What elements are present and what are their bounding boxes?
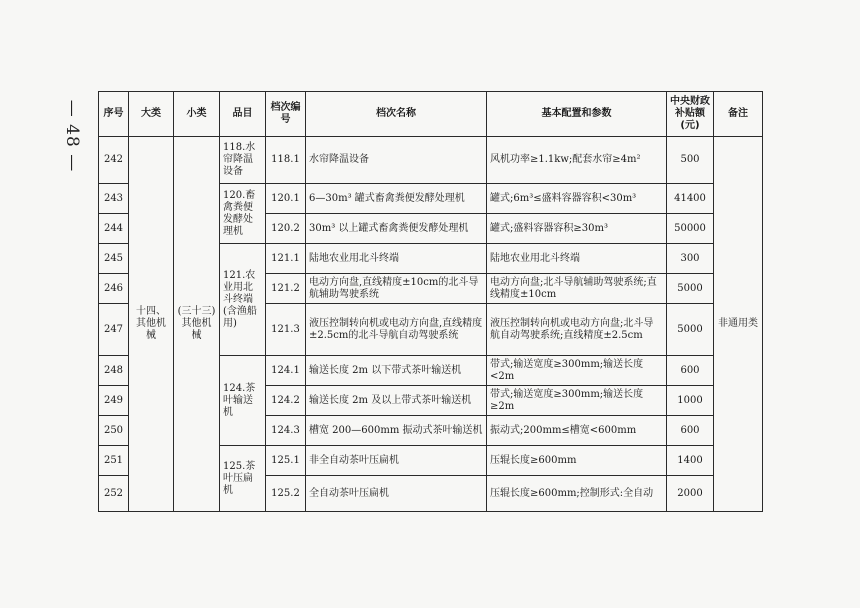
cell-subsidy: 600 <box>667 416 714 446</box>
cell-code: 120.2 <box>266 214 306 244</box>
cell-code: 121.1 <box>266 244 306 274</box>
cell-subsidy: 1000 <box>667 386 714 416</box>
header-remark: 备注 <box>714 92 763 137</box>
cell-config: 带式;输送宽度≥300mm;输送长度<2m <box>487 356 667 386</box>
cell-seq: 242 <box>99 137 129 184</box>
cell-seq: 249 <box>99 386 129 416</box>
cell-item: 120.畜禽粪便发酵处理机 <box>220 184 266 244</box>
cell-subsidy: 2000 <box>667 476 714 512</box>
cell-config: 压辊长度≥600mm <box>487 446 667 476</box>
cell-subsidy: 600 <box>667 356 714 386</box>
cell-name: 电动方向盘,直线精度±10cm的北斗导航辅助驾驶系统 <box>306 274 487 304</box>
cell-item: 125.茶叶压扁机 <box>220 446 266 512</box>
cell-subsidy: 300 <box>667 244 714 274</box>
cell-item: 118.水帘降温设备 <box>220 137 266 184</box>
header-item: 品目 <box>220 92 266 137</box>
header-subsidy: 中央财政补贴额(元) <box>667 92 714 137</box>
cell-code: 124.3 <box>266 416 306 446</box>
cell-code: 124.2 <box>266 386 306 416</box>
cell-name: 6—30m³ 罐式畜禽粪便发酵处理机 <box>306 184 487 214</box>
header-grade-name: 档次名称 <box>306 92 487 137</box>
cell-name: 非全自动茶叶压扁机 <box>306 446 487 476</box>
cell-item: 121.农业用北斗终端(含渔船用) <box>220 244 266 356</box>
cell-seq: 246 <box>99 274 129 304</box>
cell-config: 罐式;6m³≤盛料容器容积<30m³ <box>487 184 667 214</box>
cell-code: 124.1 <box>266 356 306 386</box>
cell-seq: 248 <box>99 356 129 386</box>
cell-remark: 非通用类 <box>714 137 763 512</box>
cell-code: 121.3 <box>266 304 306 356</box>
header-seq: 序号 <box>99 92 129 137</box>
cell-subsidy: 500 <box>667 137 714 184</box>
cell-config: 带式;输送宽度≥300mm;输送长度≥2m <box>487 386 667 416</box>
cell-item: 124.茶叶输送机 <box>220 356 266 446</box>
cell-config: 罐式;盛料容器容积≥30m³ <box>487 214 667 244</box>
cell-name: 输送长度 2m 以下带式茶叶输送机 <box>306 356 487 386</box>
cell-subsidy: 41400 <box>667 184 714 214</box>
cell-seq: 250 <box>99 416 129 446</box>
cell-subsidy: 1400 <box>667 446 714 476</box>
cell-subsidy: 5000 <box>667 274 714 304</box>
cell-seq: 243 <box>99 184 129 214</box>
cell-code: 118.1 <box>266 137 306 184</box>
cell-config: 风机功率≥1.1kw;配套水帘≥4m² <box>487 137 667 184</box>
header-row <box>99 92 763 137</box>
cell-config: 振动式;200mm≤槽宽<600mm <box>487 416 667 446</box>
page-number: — 48 — <box>62 99 83 173</box>
header-config: 基本配置和参数 <box>487 92 667 137</box>
cell-config: 陆地农业用北斗终端 <box>487 244 667 274</box>
cell-seq: 247 <box>99 304 129 356</box>
cell-name: 水帘降温设备 <box>306 137 487 184</box>
header-category: 大类 <box>129 92 174 137</box>
cell-seq: 251 <box>99 446 129 476</box>
cell-config: 压辊长度≥600mm;控制形式:全自动 <box>487 476 667 512</box>
cell-name: 陆地农业用北斗终端 <box>306 244 487 274</box>
cell-subsidy: 5000 <box>667 304 714 356</box>
cell-code: 121.2 <box>266 274 306 304</box>
cell-subsidy: 50000 <box>667 214 714 244</box>
cell-name: 输送长度 2m 及以上带式茶叶输送机 <box>306 386 487 416</box>
cell-code: 125.1 <box>266 446 306 476</box>
cell-name: 槽宽 200—600mm 振动式茶叶输送机 <box>306 416 487 446</box>
cell-category: 十四、其他机械 <box>129 137 174 512</box>
header-subcategory: 小类 <box>174 92 220 137</box>
cell-seq: 244 <box>99 214 129 244</box>
cell-name: 液压控制转向机或电动方向盘,直线精度±2.5cm的北斗导航自动驾驶系统 <box>306 304 487 356</box>
header-grade-code: 档次编号 <box>266 92 306 137</box>
cell-seq: 252 <box>99 476 129 512</box>
subsidy-table <box>98 91 763 512</box>
cell-seq: 245 <box>99 244 129 274</box>
cell-code: 125.2 <box>266 476 306 512</box>
cell-subcategory: (三十三)其他机械 <box>174 137 220 512</box>
table-row <box>99 137 763 184</box>
cell-name: 全自动茶叶压扁机 <box>306 476 487 512</box>
cell-code: 120.1 <box>266 184 306 214</box>
cell-config: 液压控制转向机或电动方向盘;北斗导航自动驾驶系统;直线精度±2.5cm <box>487 304 667 356</box>
cell-name: 30m³ 以上罐式畜禽粪便发酵处理机 <box>306 214 487 244</box>
cell-config: 电动方向盘;北斗导航辅助驾驶系统;直线精度±10cm <box>487 274 667 304</box>
